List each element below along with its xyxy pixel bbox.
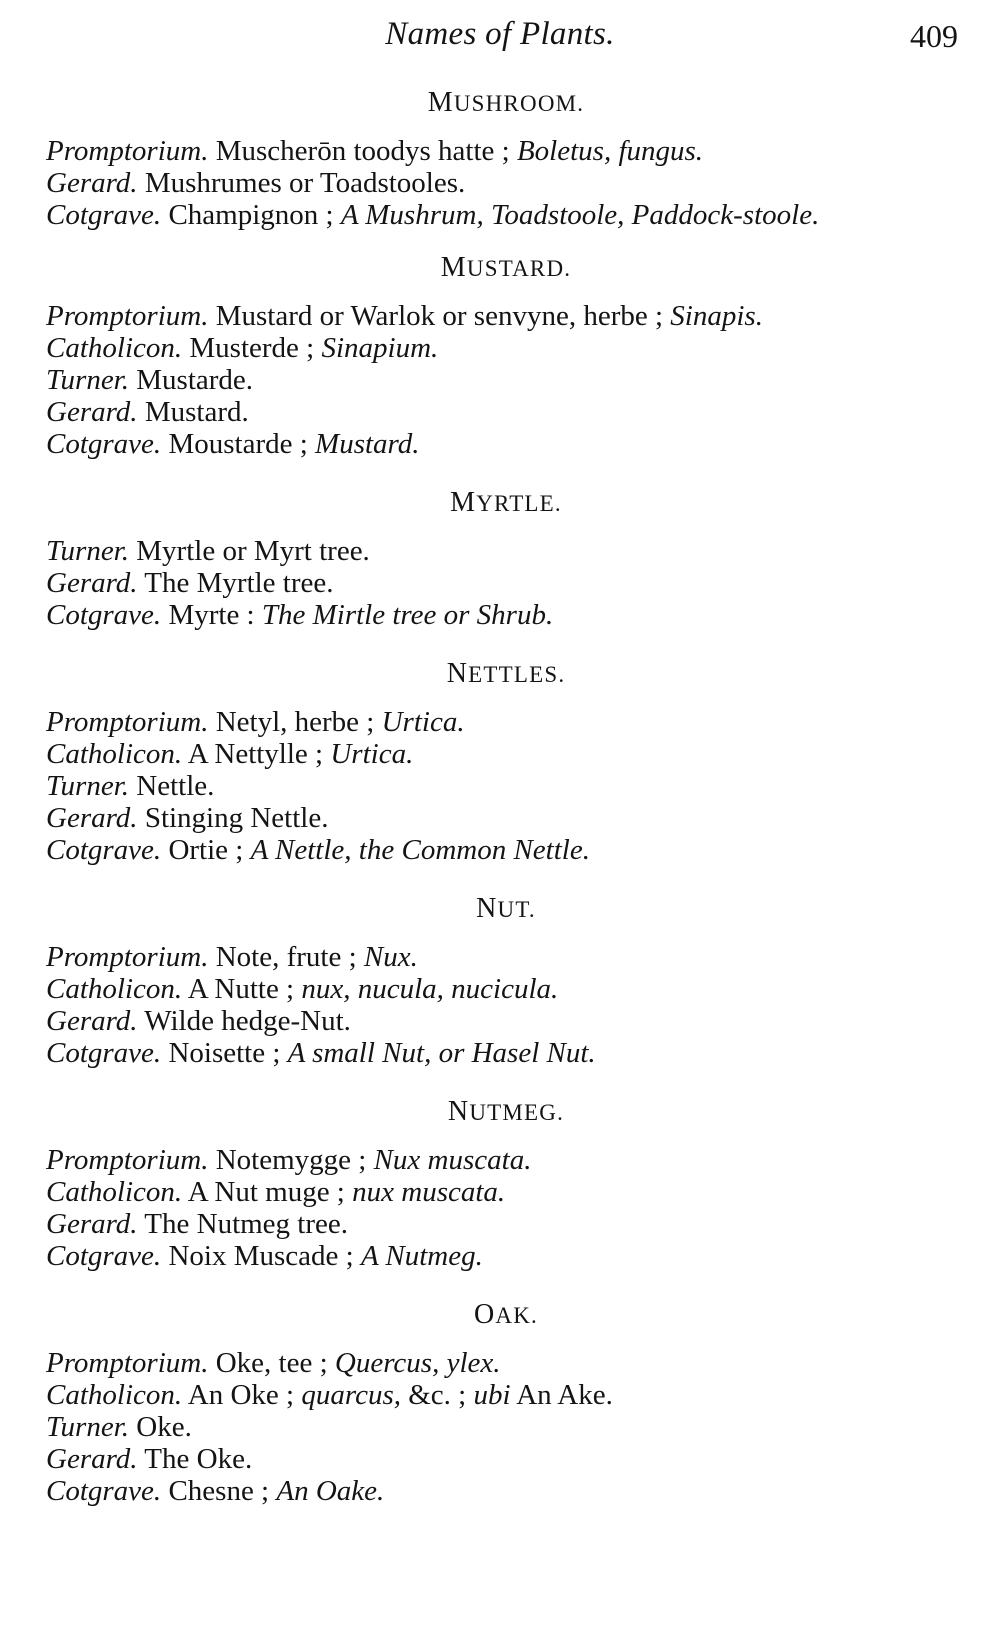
entry-line: Turner. Oke. xyxy=(46,1411,192,1443)
entry-line: Catholicon. A Nettylle ; Urtica. xyxy=(46,738,414,770)
entry-line: Catholicon. A Nut muge ; nux muscata. xyxy=(46,1176,506,1208)
section-nutmeg xyxy=(46,1097,966,1272)
entry-line: Cotgrave. Ortie ; A Nettle, the Common Nettle. xyxy=(46,834,590,866)
section-heading: OAK. xyxy=(474,1299,538,1330)
section-heading: NUT. xyxy=(476,893,536,924)
entry-line: Cotgrave. Chesne ; An Oake. xyxy=(46,1475,385,1507)
section-mushroom xyxy=(46,88,966,231)
entry-line: Turner. Myrtle or Myrt tree. xyxy=(46,535,370,567)
section-heading: MUSHROOM. xyxy=(427,87,585,118)
entry-line: Gerard. Stinging Nettle. xyxy=(46,802,329,834)
entry-line: Catholicon. An Oke ; quarcus, &c. ; ubi An Ake. xyxy=(46,1379,613,1411)
section-mustard xyxy=(46,253,966,460)
entry-line: Turner. Nettle. xyxy=(46,770,215,802)
entry-line: Cotgrave. Moustarde ; Mustard. xyxy=(46,428,420,460)
section-myrtle xyxy=(46,488,966,631)
entry-line: Catholicon. Musterde ; Sinapium. xyxy=(46,332,439,364)
entry-line: Gerard. The Oke. xyxy=(46,1443,253,1475)
entry-line: Promptorium. Oke, tee ; Quercus, ylex. xyxy=(46,1347,501,1379)
entry-line: Promptorium. Mustard or Warlok or senvyne, herbe ; Sinapis. xyxy=(46,300,763,332)
section-heading: MYRTLE. xyxy=(450,487,562,518)
section-heading: NETTLES. xyxy=(446,658,566,689)
entry-line: Cotgrave. Noix Muscade ; A Nutmeg. xyxy=(46,1240,483,1272)
entry-line: Turner. Mustarde. xyxy=(46,364,254,396)
entry-line: Promptorium. Note, frute ; Nux. xyxy=(46,941,418,973)
entry-line: Promptorium. Muscherōn toodys hatte ; Boletus, fungus. xyxy=(46,135,704,167)
entry-line: Gerard. The Nutmeg tree. xyxy=(46,1208,349,1240)
entry-line: Promptorium. Notemygge ; Nux muscata. xyxy=(46,1144,532,1176)
entry-line: Gerard. Mushrumes or Toadstooles. xyxy=(46,167,466,199)
entry-line: Gerard. Mustard. xyxy=(46,396,249,428)
section-oak xyxy=(46,1300,966,1507)
entry-line: Gerard. The Myrtle tree. xyxy=(46,567,334,599)
section-heading: NUTMEG. xyxy=(447,1096,565,1127)
entry-line: Catholicon. A Nutte ; nux, nucula, nucicula. xyxy=(46,973,559,1005)
plant-entries xyxy=(46,88,966,1507)
page-number: 409 xyxy=(910,18,958,54)
entry-line: Cotgrave. Noisette ; A small Nut, or Hasel Nut. xyxy=(46,1037,596,1069)
section-nut xyxy=(46,894,966,1069)
running-head xyxy=(0,14,1000,60)
section-heading: MUSTARD. xyxy=(440,252,572,283)
entry-line: Cotgrave. Myrte : The Mirtle tree or Shrub. xyxy=(46,599,554,631)
running-title: Names of Plants. xyxy=(385,16,615,52)
entry-line: Cotgrave. Champignon ; A Mushrum, Toadstoole, Paddock-stoole. xyxy=(46,199,820,231)
entry-line: Gerard. Wilde hedge-Nut. xyxy=(46,1005,351,1037)
section-nettles xyxy=(46,659,966,866)
entry-line: Promptorium. Netyl, herbe ; Urtica. xyxy=(46,706,465,738)
